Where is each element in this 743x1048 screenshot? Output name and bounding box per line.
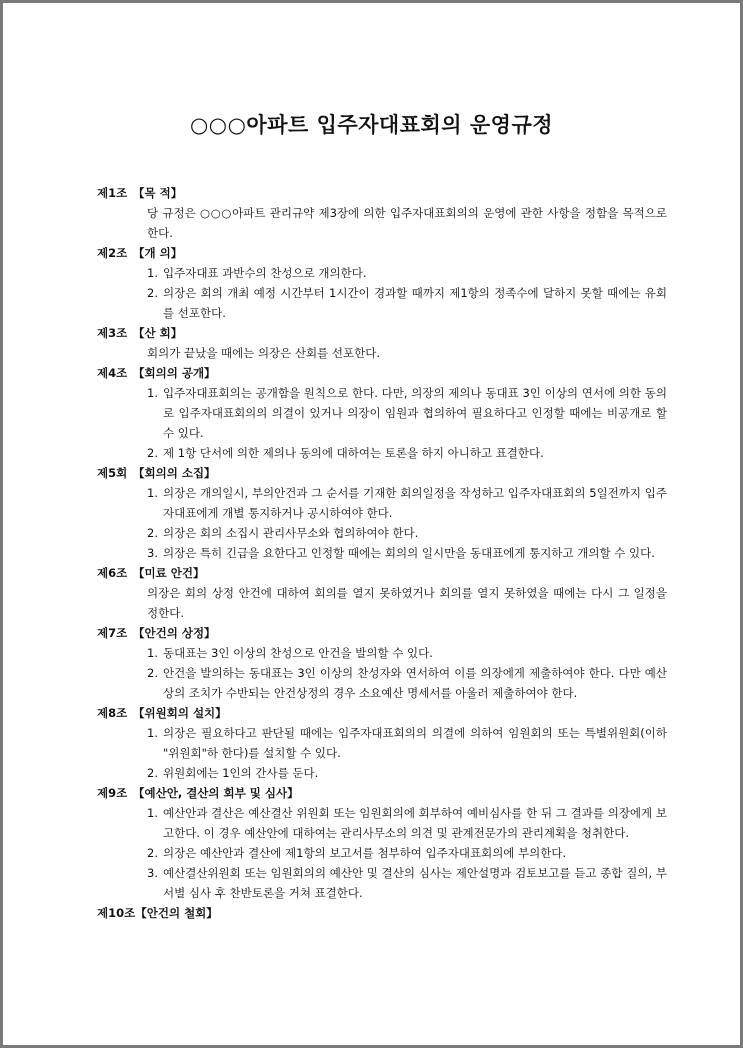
article	[97, 703, 667, 783]
article-clause	[147, 263, 667, 283]
article-title: 【미료 안건】	[133, 566, 205, 580]
clause-text: 예산결산위원회 또는 임원회의의 예산안 및 결산의 심사는 제안설명과 검토보고를 듣고 종합 질의, 부서별 심사 후 찬반토론을 거쳐 표결한다.	[163, 866, 667, 900]
article-title: 【개 의】	[133, 246, 183, 260]
clause-number: 1.	[147, 386, 158, 400]
article	[97, 323, 667, 363]
article-heading	[97, 903, 667, 923]
article-heading	[97, 363, 667, 383]
article-clause	[147, 543, 667, 563]
article-clause	[147, 663, 667, 703]
article-clause	[147, 863, 667, 903]
article-title: 【위원회의 설치】	[133, 706, 227, 720]
article-clause	[147, 723, 667, 763]
article-heading	[97, 623, 667, 643]
article-heading	[97, 783, 667, 803]
clause-text: 안건을 발의하는 동대표는 3인 이상의 찬성자와 연서하여 이를 의장에게 제출하여야 한다. 다만 예산상의 조치가 수반되는 안건상정의 경우 소요예산 명세서를 아울러 제출하여야 한다.	[163, 666, 667, 700]
article	[97, 623, 667, 703]
article-heading	[97, 323, 667, 343]
clause-number: 1.	[147, 806, 158, 820]
clause-number: 3.	[147, 866, 158, 880]
clause-text: 의장은 개의일시, 부의안건과 그 순서를 기재한 회의일정을 작성하고 입주자대표회의 5일전까지 입주자대표에게 개별 통지하거나 공시하여야 한다.	[163, 486, 667, 520]
clause-number: 1.	[147, 486, 158, 500]
article	[97, 363, 667, 463]
article-heading	[97, 243, 667, 263]
article-clause	[147, 523, 667, 543]
clause-text: 의장은 특히 긴급을 요한다고 인정할 때에는 회의의 일시만을 동대표에게 통지하고 개의할 수 있다.	[163, 546, 655, 560]
article	[97, 783, 667, 903]
article-clause	[147, 443, 667, 463]
article-title: 【예산안, 결산의 회부 및 심사】	[133, 786, 299, 800]
regulation-articles	[97, 183, 667, 923]
article	[97, 563, 667, 623]
article-number: 제9조	[97, 786, 128, 800]
clause-number: 1.	[147, 266, 158, 280]
article-number: 제1조	[97, 186, 128, 200]
clause-number: 2.	[147, 446, 158, 460]
clause-text: 의장은 예산안과 결산에 제1항의 보고서를 첨부하여 입주자대표회의에 부의한다.	[163, 846, 567, 860]
clause-number: 1.	[147, 726, 158, 740]
article-title: 【회의의 소집】	[133, 466, 216, 480]
clause-text: 입주자대표회의는 공개함을 원칙으로 한다. 다만, 의장의 제의나 동대표 3인 이상의 연서에 의한 동의로 입주자대표회의의 의결이 있거나 의장이 임원과 협의하여 필요하다고 인정할 때에는 비공개로 할 수 있다.	[163, 386, 667, 440]
article-clause	[147, 383, 667, 443]
article-body: 회의가 끝났을 때에는 의장은 산회를 선포한다.	[147, 346, 381, 360]
article-heading	[97, 183, 667, 203]
article-title: 【목 적】	[133, 186, 183, 200]
article-number: 제10조	[97, 906, 136, 920]
article	[97, 243, 667, 323]
article-heading	[97, 463, 667, 483]
article-clause	[147, 283, 667, 323]
article-heading	[97, 563, 667, 583]
clause-number: 3.	[147, 546, 158, 560]
article-clause	[147, 483, 667, 523]
article-number: 제4조	[97, 366, 128, 380]
article-number: 제6조	[97, 566, 128, 580]
article	[97, 463, 667, 563]
article-title: 【안건의 철회】	[135, 906, 218, 920]
clause-number: 2.	[147, 286, 158, 300]
article-number: 제5회	[97, 466, 128, 480]
article	[97, 183, 667, 243]
clause-text: 제 1항 단서에 의한 제의나 동의에 대하여는 토론을 하지 아니하고 표결한다.	[163, 446, 544, 460]
article-number: 제7조	[97, 626, 128, 640]
document-title: ○○○아파트 입주자대표회의 운영규정	[189, 113, 554, 137]
clause-text: 예산안과 결산은 예산결산 위원회 또는 임원회의에 회부하여 예비심사를 한 뒤 그 결과를 의장에게 보고한다. 이 경우 예산안에 대하여는 관리사무소의 의견 및 관계전문가의 관리계획을 청취한다.	[163, 806, 667, 840]
article	[97, 903, 667, 923]
article-body: 당 규정은 ○○○아파트 관리규약 제3장에 의한 입주자대표회의의 운영에 관한 사항을 정함을 목적으로 한다.	[147, 206, 667, 240]
clause-number: 1.	[147, 646, 158, 660]
article-number: 제3조	[97, 326, 128, 340]
clause-text: 입주자대표 과반수의 찬성으로 개의한다.	[163, 266, 367, 280]
article-clause	[147, 763, 667, 783]
clause-number: 2.	[147, 526, 158, 540]
article-clause	[147, 803, 667, 843]
clause-number: 2.	[147, 846, 158, 860]
article-clause	[147, 843, 667, 863]
article-clause	[147, 643, 667, 663]
article-title: 【산 회】	[133, 326, 183, 340]
clause-text: 동대표는 3인 이상의 찬성으로 안건을 발의할 수 있다.	[163, 646, 433, 660]
clause-number: 2.	[147, 766, 158, 780]
clause-text: 의장은 필요하다고 판단될 때에는 입주자대표회의의 의결에 의하여 임원회의 또는 특별위원회(이하 "위원회"하 한다)를 설치할 수 있다.	[163, 726, 667, 760]
article-heading	[97, 703, 667, 723]
clause-text: 위원회에는 1인의 간사를 둔다.	[163, 766, 319, 780]
clause-text: 의장은 회의 소집시 관리사무소와 협의하여야 한다.	[163, 526, 419, 540]
article-body: 의장은 회의 상정 안건에 대하여 회의를 열지 못하였거나 회의를 열지 못하였을 때에는 다시 그 일정을 정한다.	[147, 586, 667, 620]
article-title: 【안건의 상정】	[133, 626, 216, 640]
article-number: 제2조	[97, 246, 128, 260]
clause-text: 의장은 회의 개최 예정 시간부터 1시간이 경과할 때까지 제1항의 정족수에 달하지 못할 때에는 유회를 선포한다.	[163, 286, 667, 320]
article-title: 【회의의 공개】	[133, 366, 216, 380]
clause-number: 2.	[147, 666, 158, 680]
article-number: 제8조	[97, 706, 128, 720]
